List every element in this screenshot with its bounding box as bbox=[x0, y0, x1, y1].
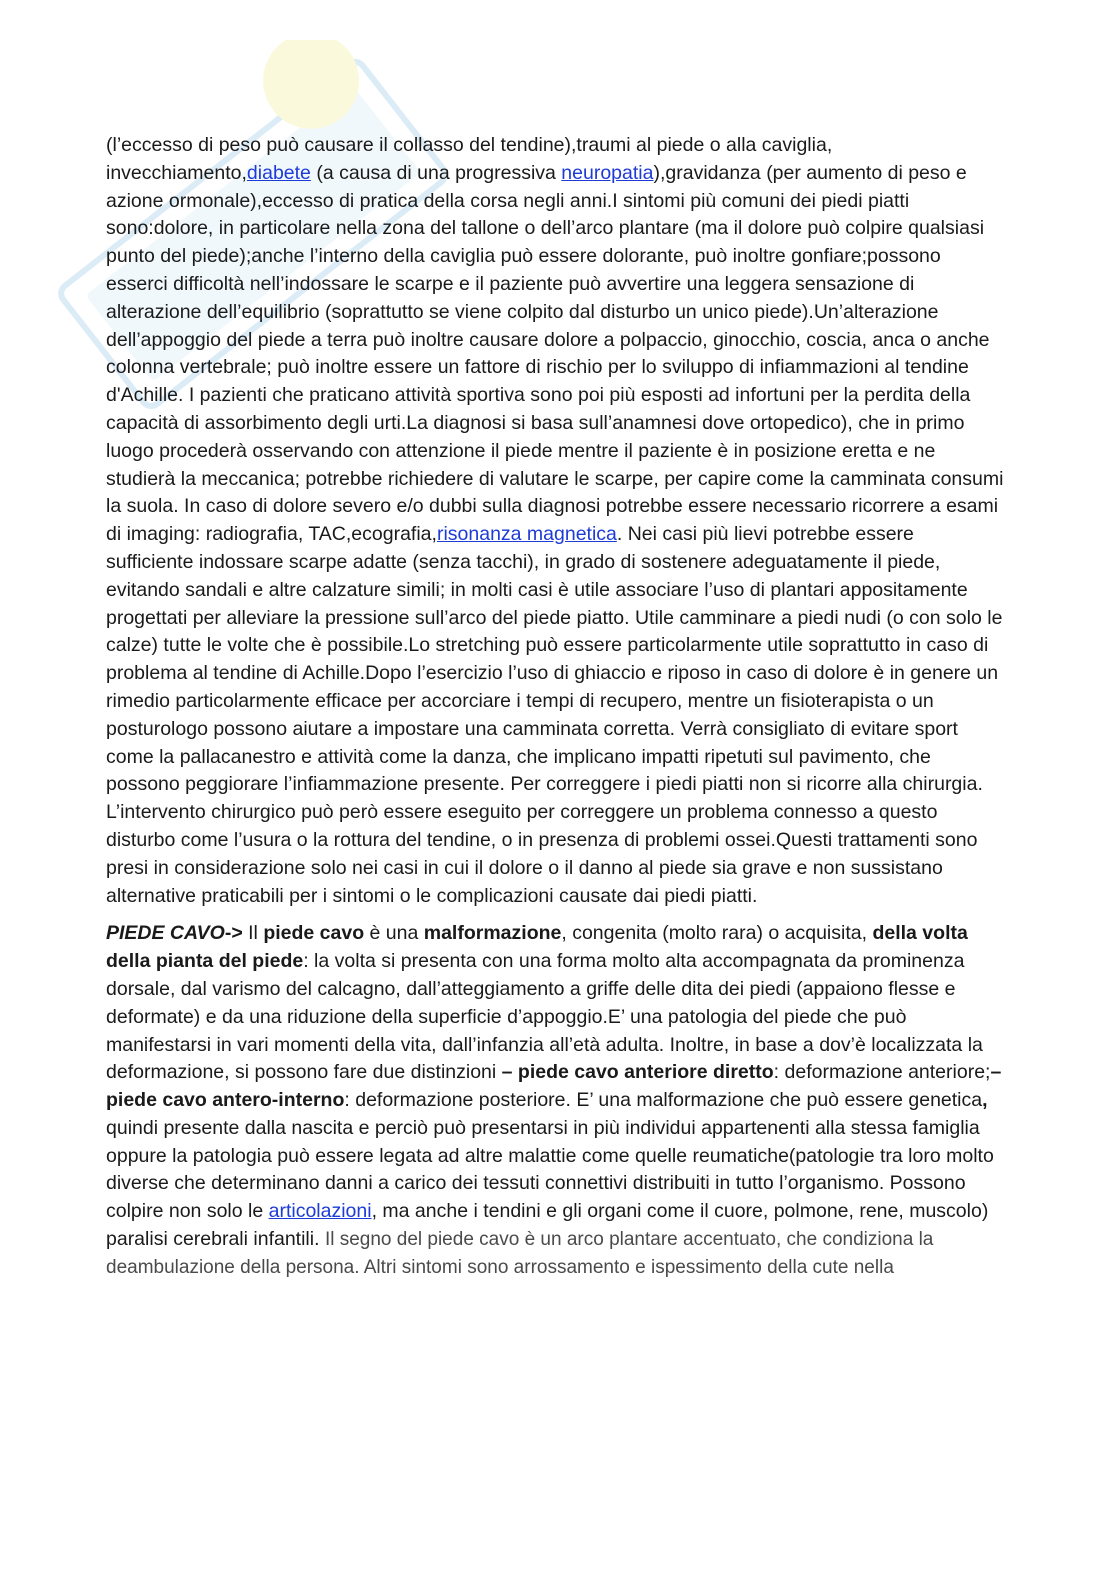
bold-text: -> bbox=[224, 922, 243, 945]
bold-text: – piede cavo antero-interno bbox=[106, 1061, 1002, 1112]
bold-text: – piede cavo anteriore diretto bbox=[501, 1061, 774, 1084]
link-diabete[interactable]: diabete bbox=[246, 161, 311, 184]
text-run: ),gravidanza (per aumento di peso e azione ormonale),eccesso di pratica della corsa negli anni.I sintomi più comuni dei piedi piatti sono:dolore, in particolare nella zona del tallone o dell’arco plantare (ma il dolore può colpire qualsiasi punto del piede);anche l’interno della caviglia può essere dolorante, può inoltre gonfiare;possono esserci difficoltà nell’indossare le scarpe e il paziente può avvertire una leggera sensazione di alterazione dell’equilibrio (soprattutto se viene colpito dal disturbo un unico piede).Un’alterazione dell’appoggio del piede a terra può inoltre causare dolore a polpaccio, ginocchio, coscia, anca o anche colonna vertebrale; può inoltre essere un fattore di rischio per lo sviluppo di infiammazioni al tendine d'Achille. I pazienti che praticano attività sportiva sono poi più esposti ad infortuni per la perdita della capacità di assorbimento degli urti.La diagnosi si basa sull’anamnesi dove ortopedico), che in primo luogo procederà osservando con attenzione il piede mentre il paziente è in posizione eretta e ne studierà la meccanica; potrebbe richiedere di valutare le scarpe, per capire come la camminata consumi la suola. In caso di dolore severo e/o dubbi sulla diagnosi potrebbe essere necessario ricorrere a esami di imaging: radiografia, TAC,ecografia, bbox=[106, 161, 1004, 546]
text-run: (l’eccesso di peso può causare il collasso del tendine),traumi al piede o alla caviglia, invecchiamento, bbox=[106, 134, 833, 184]
text-run: Il bbox=[242, 922, 264, 945]
text-run: , ma anche i tendini e gli organi come il cuore, polmone, rene, muscolo) paralisi cerebrali infantili. bbox=[106, 1200, 989, 1251]
section-heading: PIEDE CAVO bbox=[106, 922, 225, 945]
link-neuropatia[interactable]: neuropatia bbox=[561, 161, 654, 184]
bold-text: piede cavo bbox=[263, 922, 365, 945]
text-run: quindi presente dalla nascita e perciò può presentarsi in più individui appartenenti alla stessa famiglia oppure la patologia può essere legata ad altre malattie come quelle reumatiche(patologie tra loro molto diverse che determinano danni a carico dei tessuti connettivi distribuiti in tutto l’organismo. Possono colpire non solo le bbox=[106, 1116, 994, 1223]
link-articolazioni[interactable]: articolazioni bbox=[268, 1200, 372, 1223]
link-risonanza-magnetica[interactable]: risonanza magnetica bbox=[436, 523, 617, 546]
text-run: : deformazione anteriore; bbox=[773, 1061, 991, 1084]
quoted-text: Il segno del piede cavo è un arco plantare accentuato, che condiziona la deambulazione della persona. Altri sintomi sono arrossamento e ispessimento della cute nella bbox=[106, 1229, 934, 1278]
bold-text: della volta della pianta del piede bbox=[106, 922, 968, 973]
text-run: : deformazione posteriore. E’ una malformazione che può essere genetica bbox=[344, 1089, 983, 1112]
text-run: è una bbox=[364, 922, 424, 945]
bold-text: , bbox=[982, 1089, 988, 1112]
paragraph-piedi-piatti bbox=[106, 132, 1006, 910]
paragraph-piede-cavo bbox=[106, 920, 1006, 1281]
document-page bbox=[106, 132, 1006, 1282]
bold-text: malformazione bbox=[423, 922, 562, 945]
text-run: : la volta si presenta con una forma molto alta accompagnata da prominenza dorsale, dal varismo del calcagno, dall’atteggiamento a griffe delle dita dei piedi (appaiono flesse e deformate) e da una riduzione della superficie d’appoggio.E’ una patologia del piede che può manifestarsi in vari momenti della vita, dall’infanzia all’età adulta. Inoltre, in base a dov’è localizzata la deformazione, si possono fare due distinzioni bbox=[106, 950, 983, 1084]
text-run: . Nei casi più lievi potrebbe essere sufficiente indossare scarpe adatte (senza tacchi), in grado di sostenere adeguatamente il piede, evitando sandali e altre calzature simili; in molti casi è utile associare l’uso di plantari appositamente progettati per alleviare la pressione sull’arco del piede piatto. Utile camminare a piedi nudi (o con solo le calze) tutte le volte che è possibile.Lo stretching può essere particolarmente utile soprattutto in caso di problema al tendine di Achille.Dopo l’esercizio l’uso di ghiaccio e riposo in caso di dolore è in genere un rimedio particolarmente efficace per accorciare i tempi di recupero, mentre un fisioterapista o un posturologo possono aiutare a impostare una camminata corretta. Verrà consigliato di evitare sport come la pallacanestro e attività come la danza, che implicano impatti ripetuti sul pavimento, che possono peggiorare l’infiammazione presente. Per correggere i piedi piatti non si ricorre alla chirurgia. L’intervento chirurgico può però essere eseguito per correggere un problema connesso a questo disturbo come l’usura o la rottura del tendine, o in presenza di problemi ossei.Questi trattamenti sono presi in considerazione solo nei casi in cui il dolore o il danno al piede sia grave e non sussistano alternative praticabili per i sintomi o le complicazioni causate dai piedi piatti. bbox=[106, 523, 1003, 907]
text-run: , congenita (molto rara) o acquisita, bbox=[561, 922, 873, 945]
text-run: (a causa di una progressiva bbox=[310, 161, 562, 184]
